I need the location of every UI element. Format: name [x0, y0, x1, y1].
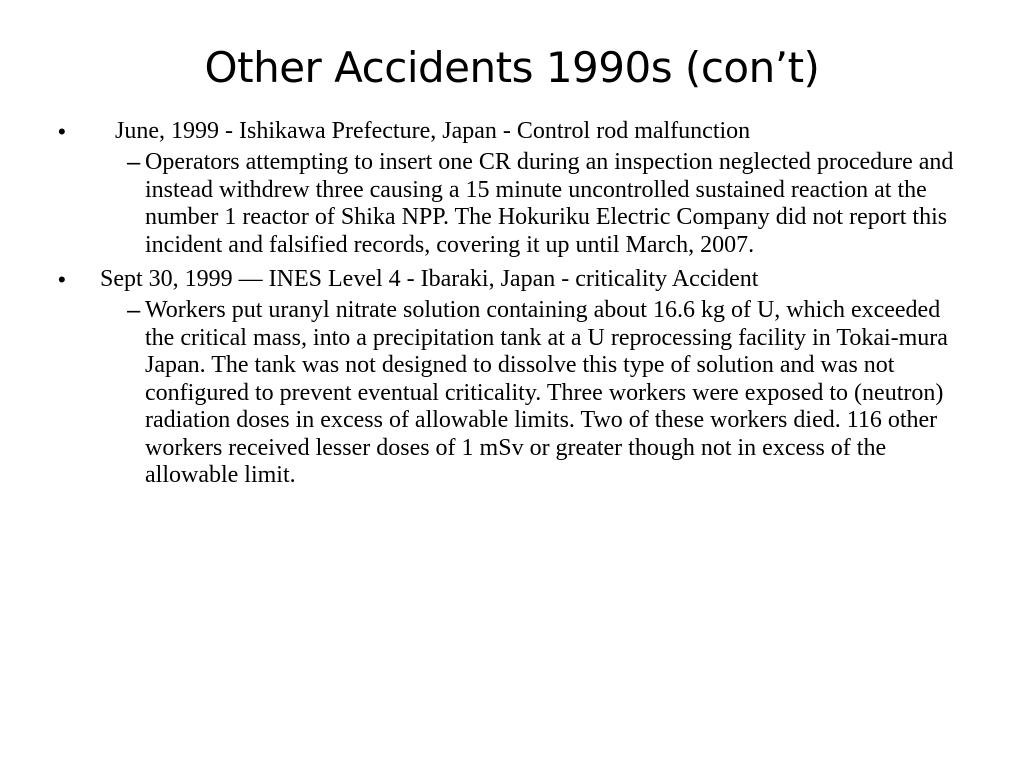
bullet-marker: •: [58, 119, 66, 144]
sub-bullet-marker: –: [127, 149, 141, 176]
bullet-marker: •: [58, 267, 66, 292]
sub-bullet-text: Workers put uranyl nitrate solution containing about 16.6 kg of U, which exceeded the critical mass, into a precipitation tank at a U reprocessing facility in Tokai-mura Japan. The tank was not designed to dissolve this type of solution and was not configured to prevent eventual criticality. Three workers were exposed to (neutron) radiation doses in excess of allowable limits. Two of these workers died. 116 other workers received lesser doses of 1 mSv or greater though not in excess of the allowable limit.: [145, 297, 948, 488]
bullet-text: Sept 30, 1999 — INES Level 4 - Ibaraki, Japan - criticality Accident: [100, 266, 759, 292]
sub-bullet-item: [0, 297, 1024, 490]
sub-bullet-marker: –: [127, 297, 141, 324]
slide-title: Other Accidents 1990s (con’t): [204, 43, 820, 92]
bullet-item: [0, 265, 1024, 294]
slide-content: [0, 117, 1024, 490]
bullet-item: [0, 117, 1024, 146]
bullet-text: June, 1999 - Ishikawa Prefecture, Japan - Control rod malfunction: [115, 118, 751, 144]
sub-bullet-item: [0, 149, 1024, 259]
sub-bullet-text: Operators attempting to insert one CR during an inspection neglected procedure and instead withdrew three causing a 15 minute uncontrolled sustained reaction at the number 1 reactor of Shika NPP. The Hokuriku Electric Company did not report this incident and falsified records, covering it up until March, 2007.: [145, 149, 954, 258]
